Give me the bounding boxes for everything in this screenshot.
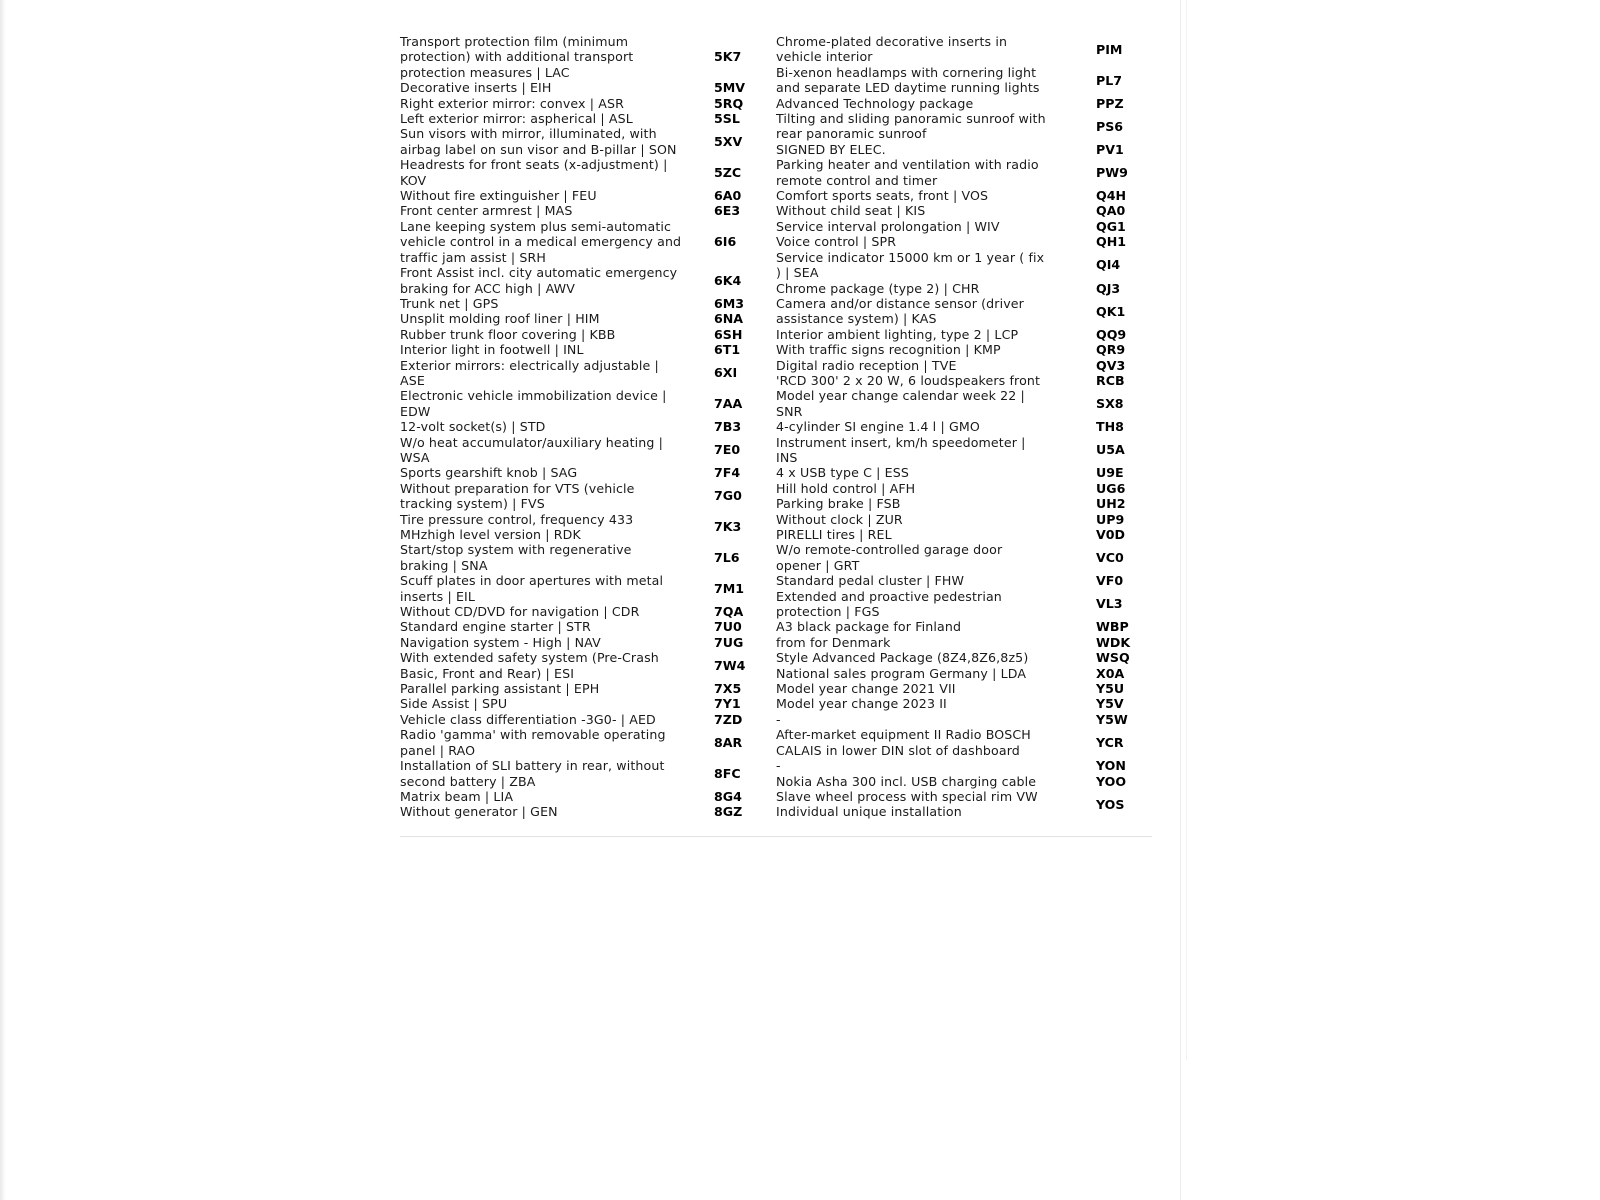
option-code: RCB [1096,372,1125,388]
option-code-row [776,281,1152,296]
option-description: Digital radio reception | TVE [776,357,957,373]
option-code: 8G4 [714,788,742,804]
option-code: PPZ [1096,95,1124,111]
option-code: UG6 [1096,480,1126,496]
option-code-row [776,342,1152,357]
option-code-row [400,758,776,789]
option-code-row [400,789,776,804]
option-description: Nokia Asha 300 incl. USB charging cable [776,773,1037,789]
option-description: from for Denmark [776,634,891,650]
option-description: With traffic signs recognition | KMP [776,342,1001,358]
option-code: PS6 [1096,118,1124,134]
option-code-row [400,358,776,389]
option-code-row [400,203,776,218]
option-description: Scuff plates in door apertures with metal inserts | EIL [400,573,664,604]
option-description: Without child seat | KIS [776,203,926,219]
option-description: Transport protection film (minimum protection) with additional transport protection measures | LAC [400,34,634,80]
option-code-row [776,219,1152,234]
option-code: 6I6 [714,234,737,250]
option-code-row [776,512,1152,527]
option-code: Y5U [1096,681,1125,697]
option-code: PL7 [1096,72,1123,88]
option-code-row [400,542,776,573]
option-code: 6NA [714,311,744,327]
option-code: QH1 [1096,234,1127,250]
option-code-row [776,435,1152,466]
option-code: 7M1 [714,580,745,596]
option-code-row [776,111,1152,142]
option-code-row [776,542,1152,573]
option-description: Exterior mirrors: electrically adjustable | ASE [400,357,659,388]
option-code: 7E0 [714,442,741,458]
option-code: 7L6 [714,550,740,566]
option-code-row [400,111,776,126]
option-description: Model year change calendar week 22 | SNR [776,388,1025,419]
option-code: 8AR [714,734,743,750]
option-code: 7F4 [714,465,741,481]
option-code: UP9 [1096,511,1125,527]
option-code-row [776,203,1152,218]
option-code: QJ3 [1096,280,1121,296]
page-bottom-rule [400,836,1152,837]
option-code-row [776,250,1152,281]
option-code-row [776,727,1152,758]
option-code: 5MV [714,80,746,96]
option-description: Vehicle class differentiation -3G0- | AED [400,711,656,727]
option-description: W/o remote-controlled garage door opener | GRT [776,542,1003,573]
option-code: QI4 [1096,257,1121,273]
option-description: Advanced Technology package [776,95,974,111]
option-code: 6E3 [714,203,741,219]
option-code: 6A0 [714,188,742,204]
option-description: Extended and proactive pedestrian protection | FGS [776,588,1002,620]
option-code-row [776,589,1152,620]
option-description: Model year change 2021 VII [776,681,956,697]
option-description: Slave wheel process with special rim VW Individual unique installation [776,788,1038,820]
option-description: Voice control | SPR [776,234,897,250]
option-code-row [400,465,776,480]
option-code-row [776,696,1152,711]
option-code-row [776,373,1152,388]
option-description: Chrome-plated decorative inserts in vehicle interior [776,34,1008,65]
option-code-row [776,666,1152,681]
option-code: 5XV [714,134,743,150]
option-description: Electronic vehicle immobilization device | EDW [400,388,667,419]
option-description: Service indicator 15000 km or 1 year ( fix ) | SEA [776,249,1045,281]
option-description: 4-cylinder SI engine 1.4 l | GMO [776,419,980,435]
option-code: 6K4 [714,272,742,288]
option-code: 6XI [714,365,738,381]
option-code-row [776,619,1152,634]
option-code-row [400,342,776,357]
option-code-row [776,465,1152,480]
option-code: Y5W [1096,711,1128,727]
option-code: UH2 [1096,496,1126,512]
option-code-row [776,712,1152,727]
option-description: Front Assist incl. city automatic emergency braking for ACC high | AWV [400,265,678,296]
option-code-row [400,712,776,727]
option-description: 4 x USB type C | ESS [776,465,909,481]
option-code: YCR [1096,734,1124,750]
option-code-row [400,635,776,650]
option-description: Radio 'gamma' with removable operating panel | RAO [400,727,666,758]
option-code: 6M3 [714,295,745,311]
option-description: Interior light in footwell | INL [400,342,584,358]
option-description: Rubber trunk floor covering | KBB [400,326,616,342]
option-description: Trunk net | GPS [400,295,499,311]
option-code-row [400,126,776,157]
option-code: QQ9 [1096,326,1127,342]
option-code-row [776,573,1152,588]
option-code-row [776,527,1152,542]
option-code: QK1 [1096,303,1126,319]
option-code: PW9 [1096,164,1128,180]
option-code: 5RQ [714,95,744,111]
option-code-row [400,96,776,111]
option-code: WBP [1096,619,1129,635]
option-description: With extended safety system (Pre-Crash Basic, Front and Rear) | ESI [400,650,659,681]
option-description: Model year change 2023 II [776,696,947,712]
option-code: QR9 [1096,342,1126,358]
option-code-row [776,481,1152,496]
option-code: WSQ [1096,650,1130,666]
option-code-row [776,142,1152,157]
option-code: 7W4 [714,657,746,673]
option-description: Left exterior mirror: aspherical | ASL [400,111,633,127]
option-code: 7G0 [714,488,742,504]
option-code: 5K7 [714,49,742,65]
option-code: 7K3 [714,519,742,535]
option-code: PIM [1096,41,1123,57]
option-description: Installation of SLI battery in rear, without second battery | ZBA [400,758,665,789]
option-code: X0A [1096,665,1125,681]
option-description: Standard engine starter | STR [400,619,591,635]
option-description: 12-volt socket(s) | STD [400,419,546,435]
option-description: Chrome package (type 2) | CHR [776,280,980,296]
option-description: Matrix beam | LIA [400,788,514,804]
option-code-row [776,96,1152,111]
option-code: 6SH [714,326,743,342]
option-code: 7UG [714,634,744,650]
option-code: 7B3 [714,419,742,435]
option-code: 5ZC [714,164,742,180]
option-description: Headrests for front seats (x-adjustment) | KOV [400,157,668,188]
option-description: Without fire extinguisher | FEU [400,188,597,204]
option-description: PIRELLI tires | REL [776,527,892,542]
option-code-row [400,696,776,711]
option-code-row [400,311,776,326]
option-code: 7AA [714,396,743,412]
option-code-row [400,265,776,296]
option-code: YOO [1096,773,1127,789]
option-code-row [400,481,776,512]
option-code-row [776,34,1152,65]
option-description: Unsplit molding roof liner | HIM [400,311,600,327]
option-code: 7Y1 [714,696,741,712]
option-code: YON [1096,758,1126,774]
option-code-row [400,512,776,543]
option-description: Start/stop system with regenerative braking | SNA [400,542,632,573]
option-code-row [400,188,776,203]
option-code: VF0 [1096,573,1124,589]
option-description: Sun visors with mirror, illuminated, with airbag label on sun visor and B-pillar | SON [400,126,677,157]
option-description: - [776,711,781,727]
option-code-row [776,650,1152,665]
option-code: U5A [1096,442,1125,458]
option-code: PV1 [1096,141,1124,157]
option-code-column-left [400,34,776,820]
option-code-row [400,157,776,188]
option-code: V0D [1096,527,1125,542]
option-code-row [400,296,776,311]
option-code-row [776,774,1152,789]
option-code: 7ZD [714,711,743,727]
option-description: Navigation system - High | NAV [400,634,601,650]
option-description: W/o heat accumulator/auxiliary heating | WSA [400,434,664,465]
option-description: Sports gearshift knob | SAG [400,465,578,481]
option-description: Comfort sports seats, front | VOS [776,188,989,204]
option-code-row [776,789,1152,820]
option-code-row [400,573,776,604]
option-description: Service interval prolongation | WIV [776,218,1000,234]
option-code-row [776,65,1152,96]
option-code: TH8 [1096,419,1124,435]
option-code-row [776,635,1152,650]
option-code-row [776,496,1152,511]
option-code-row [776,358,1152,373]
option-description: Tire pressure control, frequency 433 MHzhigh level version | RDK [400,511,634,542]
option-description: 'RCD 300' 2 x 20 W, 6 loudspeakers front [776,372,1041,388]
option-code: QG1 [1096,218,1126,234]
option-code: WDK [1096,634,1131,650]
option-code: 7U0 [714,619,742,635]
option-code-row [400,604,776,619]
option-code-row [776,296,1152,327]
option-description: Instrument insert, km/h speedometer | INS [776,434,1026,465]
option-code-row [400,681,776,696]
option-code-row [776,188,1152,203]
option-code-row [400,388,776,419]
option-code-row [400,34,776,80]
option-code: 8FC [714,765,741,781]
option-code-row [776,327,1152,342]
option-code-row [400,650,776,681]
option-description: Style Advanced Package (8Z4,8Z6,8z5) [776,650,1029,666]
option-code: 6T1 [714,342,741,358]
option-description: Hill hold control | AFH [776,480,916,496]
option-code-column-right [776,34,1152,820]
option-code: 5SL [714,111,740,127]
option-code: YOS [1096,796,1125,812]
option-description: A3 black package for Finland [776,619,962,635]
scan-edge-left [0,0,6,1200]
option-code-row [400,327,776,342]
option-code: SX8 [1096,396,1124,412]
option-code: QA0 [1096,203,1126,219]
option-description: Bi-xenon headlamps with cornering light and separate LED daytime running lights [776,64,1040,96]
option-code-row [400,80,776,95]
option-code: U9E [1096,465,1124,481]
option-code-row [776,419,1152,434]
option-code: 7X5 [714,681,742,697]
option-description: Camera and/or distance sensor (driver assistance system) | KAS [776,295,1024,327]
option-code-row [400,219,776,265]
option-description: Without CD/DVD for navigation | CDR [400,604,640,620]
option-description: Without generator | GEN [400,804,558,820]
option-code-row [400,727,776,758]
option-description: Side Assist | SPU [400,696,508,712]
option-description: Front center armrest | MAS [400,203,573,219]
option-description: Without clock | ZUR [776,511,903,527]
option-description: Decorative inserts | EIH [400,80,552,96]
option-code-row [776,388,1152,419]
option-description: National sales program Germany | LDA [776,665,1027,681]
option-description: Right exterior mirror: convex | ASR [400,95,624,111]
option-code: VC0 [1096,550,1124,566]
option-description: Interior ambient lighting, type 2 | LCP [776,326,1019,342]
option-description: Without preparation for VTS (vehicle tracking system) | FVS [400,480,635,512]
option-code: Q4H [1096,188,1127,204]
option-code: VL3 [1096,596,1123,612]
option-code-row [776,157,1152,188]
option-code-row [400,804,776,819]
option-code-row [400,435,776,466]
option-code: 7QA [714,604,744,620]
option-description: - [776,758,781,774]
option-code: QV3 [1096,357,1126,373]
option-description: Standard pedal cluster | FHW [776,573,965,589]
option-code-row [776,681,1152,696]
option-description: SIGNED BY ELEC. [776,141,886,157]
scan-fold-line-secondary [1186,0,1187,1060]
option-description: After-market equipment II Radio BOSCH CALAIS in lower DIN slot of dashboard [776,727,1031,758]
option-description: Tilting and sliding panoramic sunroof with rear panoramic sunroof [776,111,1046,142]
option-code-list [400,34,1152,820]
option-code-row [776,758,1152,773]
option-code-row [400,619,776,634]
option-code-row [400,419,776,434]
option-description: Parallel parking assistant | EPH [400,681,600,697]
option-description: Parking heater and ventilation with radio remote control and timer [776,157,1039,188]
scan-fold-line [1180,0,1181,1200]
option-code: 8GZ [714,804,743,820]
option-description: Parking brake | FSB [776,496,901,512]
option-description: Lane keeping system plus semi-automatic vehicle control in a medical emergency and traffic jam assist | SRH [400,218,682,265]
option-code-row [776,234,1152,249]
option-code: Y5V [1096,696,1124,712]
